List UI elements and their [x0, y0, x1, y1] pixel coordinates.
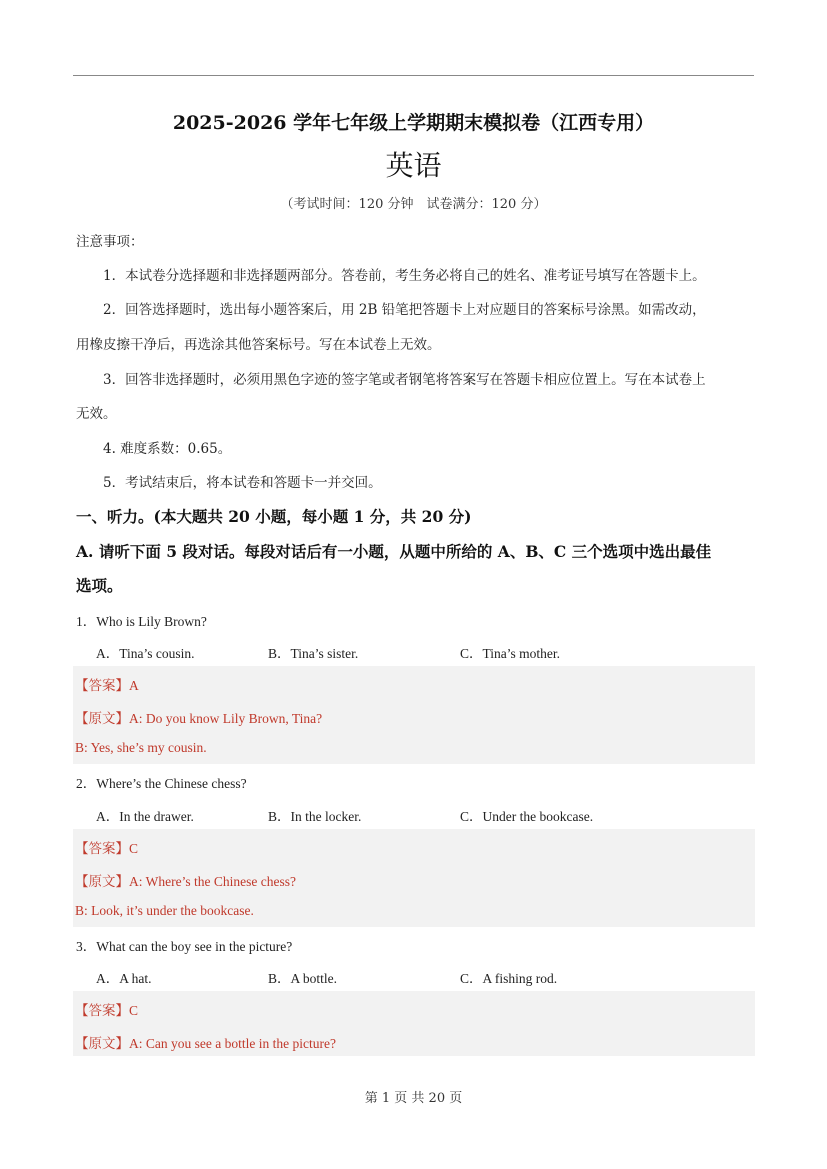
script-line: B: Look, it’s under the bookcase. — [75, 903, 254, 918]
page-footer: 第 1 页 共 20 页 — [364, 1091, 463, 1106]
script-tag: 【原文】 — [75, 711, 129, 726]
note-item: 无效。 — [76, 406, 117, 422]
exam-title: 2025-2026 学年七年级上学期期末模拟卷（江西专用） — [172, 112, 655, 134]
note-item: 2．回答选择题时，选出每小题答案后，用 2B 铅笔把答题卡上对应题目的答案标号涂黑。如需改动， — [103, 302, 706, 318]
script-line — [75, 707, 322, 727]
notes-heading: 注意事项： — [76, 234, 144, 250]
note-item: 3．回答非选择题时，必须用黑色字迹的签字笔或者钢笔将答案写在答题卡相应位置上。写在本试卷上 — [103, 372, 706, 388]
option-c: C．Under the bookcase. — [460, 809, 594, 824]
question-stem: 1．Who is Lily Brown? — [76, 614, 207, 629]
script-text: A: Where’s the Chinese chess? — [129, 874, 296, 889]
answer-block — [73, 991, 755, 1056]
answer-value: C — [129, 1003, 139, 1018]
option-c: C．A fishing rod. — [460, 971, 558, 986]
section-heading: 一、听力。(本大题共 20 小题，每小题 1 分，共 20 分) — [76, 507, 472, 526]
script-text: A: Can you see a bottle in the picture? — [129, 1036, 336, 1051]
answer-value: C — [129, 841, 139, 856]
script-line — [75, 870, 296, 890]
option-b: B．In the locker. — [268, 809, 362, 824]
part-a-instruction: A. 请听下面 5 段对话。每段对话后有一小题，从题中所给的 A、B、C 三个选项中选出最佳 — [76, 542, 712, 561]
script-tag: 【原文】 — [75, 874, 129, 889]
note-item: 4. 难度系数：0.65。 — [103, 441, 232, 457]
subject-title: 英语 — [385, 149, 442, 182]
answer-line — [75, 999, 138, 1019]
answer-block — [73, 666, 755, 764]
header-rule — [73, 75, 754, 76]
script-tag: 【原文】 — [75, 1036, 129, 1051]
answer-tag: 【答案】 — [75, 678, 129, 693]
answer-tag: 【答案】 — [75, 1003, 129, 1018]
option-b: B．A bottle. — [268, 971, 338, 986]
answer-line — [75, 837, 138, 857]
part-a-instruction: 选项。 — [76, 576, 123, 595]
question-stem: 2．Where’s the Chinese chess? — [76, 776, 247, 791]
option-b: B．Tina’s sister. — [268, 646, 359, 661]
note-item: 5．考试结束后，将本试卷和答题卡一并交回。 — [103, 475, 382, 491]
option-c: C．Tina’s mother. — [460, 646, 561, 661]
option-a: A．A hat. — [96, 971, 152, 986]
answer-tag: 【答案】 — [75, 841, 129, 856]
script-text: A: Do you know Lily Brown, Tina? — [129, 711, 323, 726]
note-item: 1．本试卷分选择题和非选择题两部分。答卷前，考生务必将自己的姓名、准考证号填写在答题卡上。 — [103, 268, 706, 284]
note-item: 用橡皮擦干净后，再选涂其他答案标号。写在本试卷上无效。 — [76, 337, 441, 353]
script-line: B: Yes, she’s my cousin. — [75, 740, 207, 755]
exam-info: （考试时间：120 分钟 试卷满分：120 分） — [280, 197, 547, 212]
option-a: A．Tina’s cousin. — [96, 646, 195, 661]
script-line — [75, 1032, 336, 1052]
question-stem: 3．What can the boy see in the picture? — [76, 939, 293, 954]
option-a: A．In the drawer. — [96, 809, 194, 824]
answer-line — [75, 674, 139, 694]
answer-value: A — [129, 678, 139, 693]
answer-block — [73, 829, 755, 927]
